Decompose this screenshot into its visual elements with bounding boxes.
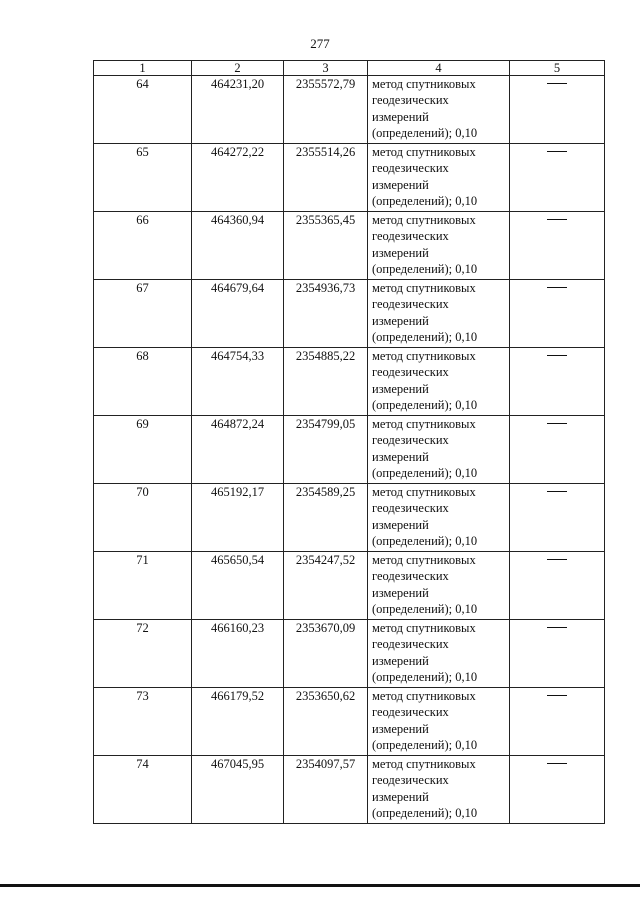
point-number-cell: 71 [94, 552, 192, 620]
y-coordinate-cell: 2355365,45 [284, 212, 368, 280]
point-number-cell: 67 [94, 280, 192, 348]
x-coordinate-cell: 465650,54 [192, 552, 284, 620]
method-line: (определений); 0,10 [372, 534, 478, 549]
method-cell [368, 552, 510, 620]
header-col-2: 2 [192, 61, 284, 76]
point-number-cell: 65 [94, 144, 192, 212]
method-line: измерений [372, 789, 429, 804]
method-line: метод спутниковых [372, 757, 476, 771]
x-coordinate-cell: 466160,23 [192, 620, 284, 688]
method-cell [368, 280, 510, 348]
table-row [94, 620, 605, 688]
table-row [94, 144, 605, 212]
note-cell [510, 620, 605, 688]
x-coordinate-cell: 464231,20 [192, 76, 284, 144]
method-line: измерений [372, 381, 429, 396]
table-row [94, 348, 605, 416]
dash-mark [547, 695, 567, 696]
method-cell [368, 348, 510, 416]
method-line: метод спутниковых [372, 281, 476, 295]
method-line: измерений [372, 109, 429, 124]
x-coordinate-cell: 464272,22 [192, 144, 284, 212]
header-col-3: 3 [284, 61, 368, 76]
method-line: (определений); 0,10 [372, 330, 478, 345]
note-cell [510, 688, 605, 756]
method-line: геодезических [372, 433, 449, 448]
table-row [94, 76, 605, 144]
note-cell [510, 280, 605, 348]
method-cell [368, 212, 510, 280]
note-cell [510, 552, 605, 620]
table-row [94, 212, 605, 280]
method-line: геодезических [372, 297, 449, 312]
method-line: (определений); 0,10 [372, 806, 478, 821]
page-number: 277 [310, 36, 330, 51]
method-cell [368, 620, 510, 688]
method-line: измерений [372, 517, 429, 532]
method-line: геодезических [372, 501, 449, 516]
method-line: измерений [372, 585, 429, 600]
table-row [94, 688, 605, 756]
point-number-cell: 73 [94, 688, 192, 756]
x-coordinate-cell: 465192,17 [192, 484, 284, 552]
method-line: измерений [372, 177, 429, 192]
note-cell [510, 484, 605, 552]
method-line: геодезических [372, 229, 449, 244]
dash-mark [547, 423, 567, 424]
method-line: геодезических [372, 705, 449, 720]
method-line: метод спутниковых [372, 553, 476, 567]
point-number-cell: 69 [94, 416, 192, 484]
y-coordinate-cell: 2354936,73 [284, 280, 368, 348]
method-line: измерений [372, 653, 429, 668]
coordinates-table [93, 60, 605, 824]
dash-mark [547, 83, 567, 84]
header-row [94, 61, 605, 76]
table-header [94, 61, 605, 76]
table-body [94, 76, 605, 824]
method-line: (определений); 0,10 [372, 262, 478, 277]
note-cell [510, 212, 605, 280]
method-line: геодезических [372, 569, 449, 584]
note-cell [510, 756, 605, 824]
table-row [94, 416, 605, 484]
x-coordinate-cell: 464360,94 [192, 212, 284, 280]
y-coordinate-cell: 2354247,52 [284, 552, 368, 620]
method-line: (определений); 0,10 [372, 738, 478, 753]
x-coordinate-cell: 464872,24 [192, 416, 284, 484]
dash-mark [547, 219, 567, 220]
y-coordinate-cell: 2354589,25 [284, 484, 368, 552]
y-coordinate-cell: 2355514,26 [284, 144, 368, 212]
dash-mark [547, 763, 567, 764]
note-cell [510, 76, 605, 144]
dash-mark [547, 355, 567, 356]
method-line: (определений); 0,10 [372, 194, 478, 209]
dash-mark [547, 287, 567, 288]
method-line: измерений [372, 245, 429, 260]
dash-mark [547, 491, 567, 492]
point-number-cell: 72 [94, 620, 192, 688]
note-cell [510, 144, 605, 212]
method-line: (определений); 0,10 [372, 670, 478, 685]
method-cell [368, 76, 510, 144]
method-line: геодезических [372, 773, 449, 788]
dash-mark [547, 627, 567, 628]
x-coordinate-cell: 466179,52 [192, 688, 284, 756]
method-line: метод спутниковых [372, 213, 476, 227]
point-number-cell: 68 [94, 348, 192, 416]
method-cell [368, 144, 510, 212]
method-line: метод спутниковых [372, 145, 476, 159]
point-number-cell: 74 [94, 756, 192, 824]
y-coordinate-cell: 2353650,62 [284, 688, 368, 756]
table-row [94, 552, 605, 620]
method-cell [368, 688, 510, 756]
table-row [94, 484, 605, 552]
method-cell [368, 756, 510, 824]
point-number-cell: 70 [94, 484, 192, 552]
note-cell [510, 416, 605, 484]
x-coordinate-cell: 467045,95 [192, 756, 284, 824]
x-coordinate-cell: 464754,33 [192, 348, 284, 416]
y-coordinate-cell: 2354885,22 [284, 348, 368, 416]
header-col-5: 5 [510, 61, 605, 76]
bottom-rule [0, 884, 640, 887]
method-line: измерений [372, 721, 429, 736]
table-row [94, 280, 605, 348]
header-col-1: 1 [94, 61, 192, 76]
method-line: (определений); 0,10 [372, 602, 478, 617]
method-line: метод спутниковых [372, 485, 476, 499]
y-coordinate-cell: 2353670,09 [284, 620, 368, 688]
y-coordinate-cell: 2354097,57 [284, 756, 368, 824]
method-line: метод спутниковых [372, 621, 476, 635]
dash-mark [547, 559, 567, 560]
table-row [94, 756, 605, 824]
method-line: (определений); 0,10 [372, 398, 478, 413]
y-coordinate-cell: 2354799,05 [284, 416, 368, 484]
method-line: (определений); 0,10 [372, 126, 478, 141]
method-line: геодезических [372, 161, 449, 176]
note-cell [510, 348, 605, 416]
method-line: геодезических [372, 365, 449, 380]
method-cell [368, 484, 510, 552]
point-number-cell: 66 [94, 212, 192, 280]
method-line: метод спутниковых [372, 417, 476, 431]
method-line: метод спутниковых [372, 77, 476, 91]
method-line: (определений); 0,10 [372, 466, 478, 481]
dash-mark [547, 151, 567, 152]
method-line: измерений [372, 313, 429, 328]
y-coordinate-cell: 2355572,79 [284, 76, 368, 144]
header-col-4: 4 [368, 61, 510, 76]
method-line: измерений [372, 449, 429, 464]
point-number-cell: 64 [94, 76, 192, 144]
x-coordinate-cell: 464679,64 [192, 280, 284, 348]
method-line: метод спутниковых [372, 689, 476, 703]
method-line: геодезических [372, 93, 449, 108]
method-line: метод спутниковых [372, 349, 476, 363]
method-cell [368, 416, 510, 484]
method-line: геодезических [372, 637, 449, 652]
